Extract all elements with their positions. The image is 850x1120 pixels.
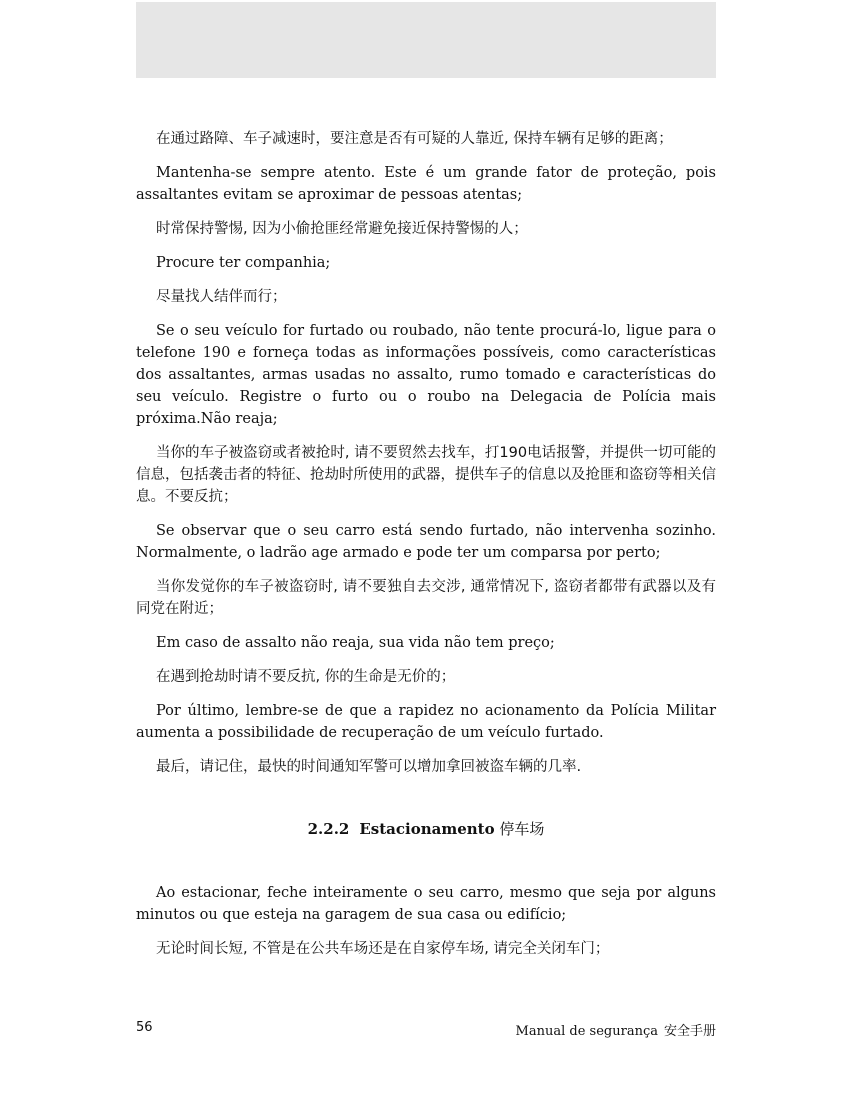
paragraph-zh: 在通过路障、车子减速时，要注意是否有可疑的人靠近, 保持车辆有足够的距离； — [156, 131, 673, 147]
paragraph-zh: 时常保持警惕, 因为小偷抢匪经常避免接近保持警惕的人； — [156, 221, 528, 237]
page-footer — [136, 1020, 716, 1040]
paragraph-pt: Ao estacionar, feche inteiramente o seu carro, mesmo que seja por alguns minutos ou que esteja na garagem de sua casa ou edifício; — [136, 885, 716, 923]
running-title — [516, 1020, 716, 1039]
paragraph-pt: Por último, lembre-se de que a rapidez no acionamento da Polícia Militar aumenta a possibilidade de recuperação de um veículo furtado. — [136, 703, 716, 741]
paragraph-pt: Se o seu veículo for furtado ou roubado, não tente procurá-lo, ligue para o telefone 190 e forneça todas as informações possíveis, como características dos assaltantes, armas usadas no assalto, rumo tomado e características do seu veículo. Registre o furto ou o roubo na Delegacia de Polícia mais próxima.Não reaja; — [136, 323, 716, 427]
section-title-pt: Estacionamento — [359, 820, 495, 838]
paragraph-zh: 无论时间长短, 不管是在公共车场还是在自家停车场, 请完全关闭车门； — [156, 941, 610, 957]
section-title-zh: 停车场 — [499, 820, 545, 838]
paragraph-pt: Mantenha-se sempre atento. Este é um grande fator de proteção, pois assaltantes evitam se aproximar de pessoas atentas; — [136, 165, 716, 203]
page-number: 56 — [136, 1020, 153, 1035]
header-band — [136, 2, 716, 78]
section-number: 2.2.2 — [307, 820, 350, 838]
paragraph-pt: Se observar que o seu carro está sendo furtado, não intervenha sozinho. Normalmente, o ladrão age armado e pode ter um comparsa por perto; — [136, 523, 716, 561]
paragraph-zh: 当你发觉你的车子被盗窃时, 请不要独自去交涉, 通常情况下, 盗窃者都带有武器以及有同党在附近； — [136, 579, 716, 617]
paragraph-zh: 当你的车子被盗窃或者被抢时, 请不要贸然去找车，打190电话报警，并提供一切可能的信息，包括袭击者的特征、抢劫时所使用的武器，提供车子的信息以及抢匪和盗窃等相关信息。不要反抗； — [136, 445, 716, 505]
paragraph-pt: Procure ter companhia; — [156, 255, 331, 271]
running-title-zh: 安全手册 — [663, 1024, 716, 1039]
running-title-pt: Manual de segurança — [515, 1024, 658, 1039]
paragraph-zh: 在遇到抢劫时请不要反抗, 你的生命是无价的； — [156, 669, 456, 685]
paragraph-pt: Em caso de assalto não reaja, sua vida não tem preço; — [156, 635, 555, 651]
section-heading — [136, 818, 716, 840]
page-content — [136, 128, 716, 972]
paragraph-zh: 尽量找人结伴而行； — [156, 289, 287, 305]
paragraph-zh: 最后，请记住，最快的时间通知军警可以增加拿回被盗车辆的几率. — [156, 759, 582, 775]
